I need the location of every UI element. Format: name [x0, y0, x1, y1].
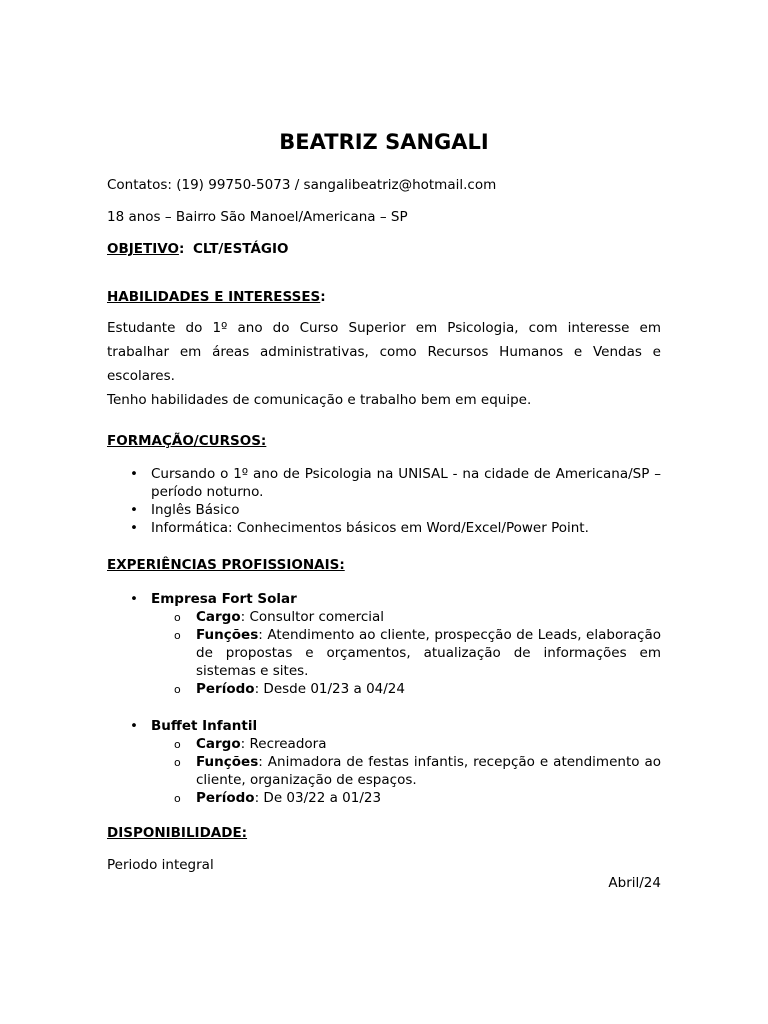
bullet-icon: • [130, 466, 138, 482]
circle-bullet-icon: o [174, 738, 181, 751]
list-item [130, 465, 661, 501]
list-item [130, 519, 661, 537]
job-funcoes-line [130, 753, 661, 789]
job-company: Buffet Infantil [151, 718, 258, 734]
education-item-text: Inglês Básico [151, 502, 240, 518]
job-company: Empresa Fort Solar [151, 591, 297, 607]
job-cargo-value: Recreadora [249, 736, 327, 752]
job-entry-2 [130, 717, 661, 807]
job-periodo-line [130, 680, 661, 698]
education-list [130, 465, 661, 537]
job-funcoes-value: Atendimento ao cliente, prospecção de Leads, elaboração de propostas e orçamentos, atualização de informações em sistemas e sites. [196, 627, 661, 679]
job-periodo-line [130, 789, 661, 807]
job-funcoes-value: Animadora de festas infantis, recepção e atendimento ao cliente, organização de espaços. [196, 754, 661, 788]
experience-heading: EXPERIÊNCIAS PROFISSIONAIS: [107, 557, 345, 573]
bullet-icon: • [130, 591, 138, 607]
job-cargo-colon: : [240, 609, 246, 625]
job-cargo-label: Cargo [196, 736, 241, 752]
job-cargo-value: Consultor comercial [249, 609, 385, 625]
skills-paragraph-1: Estudante do 1º ano do Curso Superior em Psicologia, com interesse em trabalhar em áreas administrativas, como Recursos Humanos e Vendas e escolares. [107, 320, 661, 384]
circle-bullet-icon: o [174, 629, 181, 642]
skills-colon: : [320, 289, 326, 305]
job-entry-1 [130, 590, 661, 698]
circle-bullet-icon: o [174, 683, 181, 696]
education-heading: FORMAÇÃO/CURSOS: [107, 433, 267, 449]
skills-paragraph-2: Tenho habilidades de comunicação e trabalho bem em equipe. [107, 392, 532, 408]
objective-value: CLT/ESTÁGIO [192, 241, 289, 257]
bullet-icon: • [130, 502, 138, 518]
skills-heading-line [107, 288, 326, 306]
objective-colon: : [178, 241, 185, 257]
document-date: Abril/24 [608, 875, 661, 891]
job-periodo-label: Período [196, 681, 255, 697]
bullet-icon: • [130, 718, 138, 734]
resume-name: BEATRIZ SANGALI [279, 130, 489, 154]
job-funcoes-label: Funções [196, 627, 259, 643]
contacts-line: Contatos: (19) 99750-5073 / sangalibeatriz@hotmail.com [107, 177, 497, 193]
job-funcoes-colon: : [258, 627, 263, 643]
job-funcoes-label: Funções [196, 754, 259, 770]
job-periodo-value: Desde 01/23 a 04/24 [263, 681, 405, 697]
job-cargo-line [130, 735, 661, 753]
list-item [130, 501, 661, 519]
education-item-text: Informática: Conhecimentos básicos em Word/Excel/Power Point. [151, 520, 589, 536]
job-company-line [130, 590, 661, 608]
objective-label: OBJETIVO [107, 241, 179, 257]
bullet-icon: • [130, 520, 138, 536]
circle-bullet-icon: o [174, 792, 181, 805]
job-cargo-line [130, 608, 661, 626]
job-cargo-label: Cargo [196, 609, 241, 625]
education-item-text: Cursando o 1º ano de Psicologia na UNISAL - na cidade de Americana/SP – período noturno. [151, 466, 661, 500]
skills-heading: HABILIDADES E INTERESSES [107, 289, 321, 305]
availability-heading: DISPONIBILIDADE: [107, 825, 248, 841]
job-periodo-label: Período [196, 790, 255, 806]
availability-value: Periodo integral [107, 857, 214, 873]
job-funcoes-line [130, 626, 661, 680]
job-periodo-colon: : [254, 790, 260, 806]
job-funcoes-colon: : [258, 754, 263, 770]
skills-paragraph-block [107, 316, 661, 412]
age-location-line: 18 anos – Bairro São Manoel/Americana – SP [107, 209, 408, 225]
job-cargo-colon: : [240, 736, 246, 752]
circle-bullet-icon: o [174, 611, 181, 624]
job-periodo-value: De 03/22 a 01/23 [263, 790, 382, 806]
job-periodo-colon: : [254, 681, 260, 697]
objective-line [107, 240, 289, 258]
circle-bullet-icon: o [174, 756, 181, 769]
job-company-line [130, 717, 661, 735]
